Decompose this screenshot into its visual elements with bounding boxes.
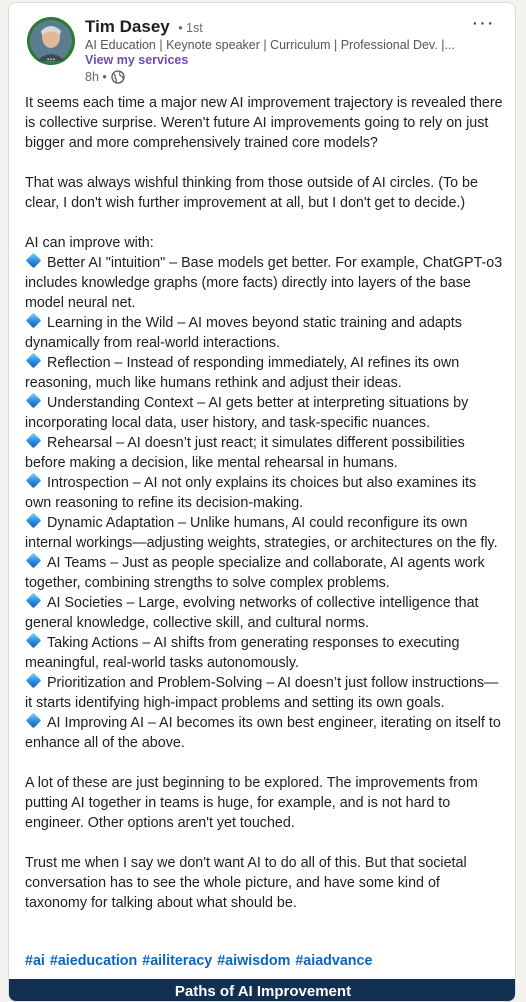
- hashtag-link[interactable]: #ai: [25, 953, 45, 969]
- post-paragraph-4: Trust me when I say we don't want AI to do all of this. But that societal conversation has to see the whole picture, and have some kind of taxonomy for talking about what should be.: [25, 855, 467, 911]
- list-title: AI can improve with:: [25, 235, 154, 251]
- globe-icon: [111, 70, 125, 84]
- list-item: Rehearsal – AI doesn’t just react; it simulates different possibilities before making a decision, like mental rehearsal in humans.: [25, 433, 503, 473]
- profile-photo: [27, 17, 75, 65]
- hashtag-row: [25, 953, 372, 969]
- blue-diamond-icon: [26, 593, 42, 609]
- post-time: 8h •: [85, 70, 107, 84]
- hashtag-link[interactable]: #ailiteracy: [142, 953, 213, 969]
- post-card: [8, 2, 516, 1002]
- blue-diamond-icon: [26, 433, 42, 449]
- list-item: Taking Actions – AI shifts from generating responses to executing meaningful, real-world tasks autonomously.: [25, 633, 503, 673]
- blue-diamond-icon: [26, 513, 42, 529]
- blue-diamond-icon: [26, 253, 42, 269]
- blue-diamond-icon: [26, 353, 42, 369]
- blue-diamond-icon: [26, 393, 42, 409]
- post-meta: [85, 70, 125, 84]
- author-name[interactable]: Tim Dasey: [85, 17, 170, 36]
- svg-text:•••: •••: [46, 57, 56, 63]
- connection-degree: • 1st: [178, 21, 203, 35]
- hashtag-link[interactable]: #aiadvance: [295, 953, 373, 969]
- view-services-link[interactable]: View my services: [85, 53, 189, 67]
- author-headline: AI Education | Keynote speaker | Curriculum | Professional Dev. |...: [85, 38, 455, 52]
- banner-title: Paths of AI Improvement: [174, 983, 352, 1000]
- post-body: [25, 93, 503, 913]
- blue-diamond-icon: [26, 633, 42, 649]
- hashtag-link[interactable]: #aiwisdom: [217, 953, 291, 969]
- list-item: AI Societies – Large, evolving networks of collective intelligence that general knowledge, collective skill, and cultural norms.: [25, 593, 503, 633]
- blue-diamond-icon: [26, 553, 42, 569]
- attached-image-banner[interactable]: [9, 979, 516, 1002]
- blue-diamond-icon: [26, 473, 42, 489]
- avatar[interactable]: [27, 17, 75, 65]
- author-name-row: [85, 17, 203, 37]
- list-item: Reflection – Instead of responding immediately, AI refines its own reasoning, much like humans rethink and adjust their ideas.: [25, 353, 503, 393]
- list-item: Dynamic Adaptation – Unlike humans, AI could reconfigure its own internal workings—adjusting weights, strategies, or architectures on the fly.: [25, 513, 503, 553]
- blue-diamond-icon: [26, 673, 42, 689]
- post-paragraph-3: A lot of these are just beginning to be explored. The improvements from putting AI together in teams is huge, for example, and is not hard to engineer. Other options aren't yet touched.: [25, 775, 478, 831]
- list-item: Prioritization and Problem-Solving – AI doesn’t just follow instructions—it starts identifying high-impact problems and setting its own goals.: [25, 673, 503, 713]
- more-options-button[interactable]: [469, 9, 497, 37]
- post-paragraph-2: That was always wishful thinking from those outside of AI circles. (To be clear, I don't wish further improvement at all, but I don't get to decide.): [25, 175, 478, 211]
- post-intro: It seems each time a major new AI improvement trajectory is revealed there is collective surprise. Weren't future AI improvements going to rely on just bigger and more comprehensively trained core models?: [25, 95, 503, 151]
- list-item: Understanding Context – AI gets better at interpreting situations by incorporating local data, user history, and task-specific nuances.: [25, 393, 503, 433]
- list-item: Introspection – AI not only explains its choices but also examines its own reasoning to refine its decision-making.: [25, 473, 503, 513]
- list-item: Better AI "intuition" – Base models get better. For example, ChatGPT-o3 includes knowledge graphs (more facts) directly into layers of the base model neural net.: [25, 253, 503, 313]
- list-item: AI Teams – Just as people specialize and collaborate, AI agents work together, combining strengths to solve complex problems.: [25, 553, 503, 593]
- ellipsis-icon: ···: [471, 11, 495, 34]
- blue-diamond-icon: [26, 713, 42, 729]
- list-item: AI Improving AI – AI becomes its own best engineer, iterating on itself to enhance all of the above.: [25, 713, 503, 753]
- hashtag-link[interactable]: #aieducation: [49, 953, 138, 969]
- list-item: Learning in the Wild – AI moves beyond static training and adapts dynamically from real-world interactions.: [25, 313, 503, 353]
- blue-diamond-icon: [26, 313, 42, 329]
